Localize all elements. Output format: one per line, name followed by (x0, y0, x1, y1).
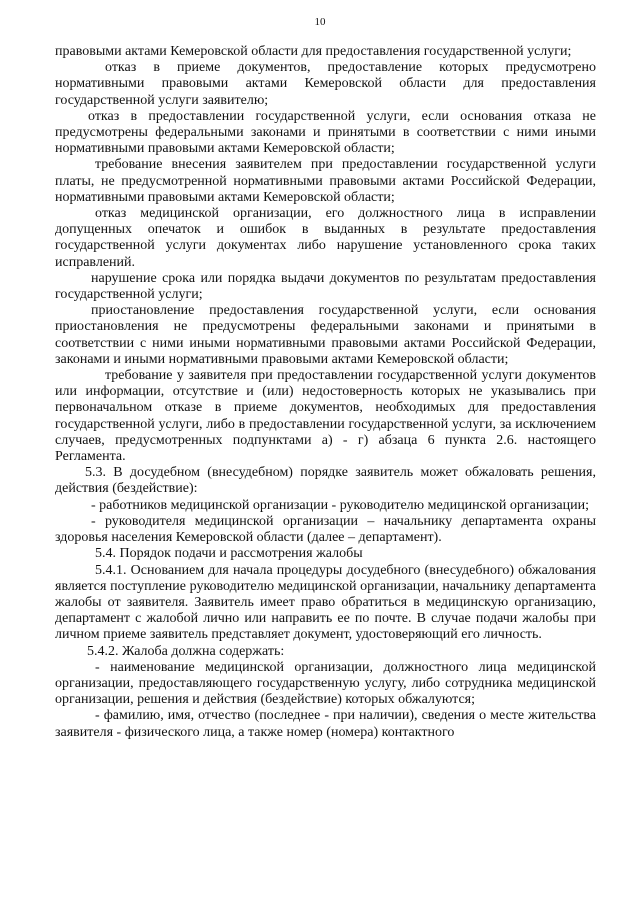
section-heading-5-4: 5.4. Порядок подачи и рассмотрения жалобы (95, 546, 363, 562)
paragraph-5-3: 5.3. В досудебном (внесудебном) порядке заявитель может обжаловать решения, действия (бездействие): (55, 465, 596, 497)
paragraph-service-refusal: отказ в предоставлении государственной услуги, если основания отказа не предусмотрены федеральными законами и принятыми в соответствии с ними иными нормативными правовыми актами Кемеровской области; (55, 108, 596, 157)
paragraph-head-appeal: - руководителя медицинской организации – начальнику департамента охраны здоровья населения Кемеровской области (далее – департамент). (55, 513, 596, 546)
paragraph-extra-documents: требование у заявителя при предоставлении государственной услуги документов или информации, отсутствие и (или) недостоверность которых не указывались при первоначальном отказе в приеме документов, необходимых для предоставления государственной услуги, либо в предоставлении государственной услуги, за исключением случаев, предусмотренных подпунктами а) - г) абзаца 6 пункта 2.6. настоящего Регламента. (55, 368, 596, 465)
paragraph-correction-refusal: отказ медицинской организации, его должностного лица в исправлении допущенных опечаток и ошибок в выданных в результате предоставления государственной услуги документах либо нарушение установленного срока таких исправлений. (55, 206, 596, 270)
page-number: 10 (314, 16, 326, 28)
paragraph-continuation: правовыми актами Кемеровской области для предоставления государственной услуги; (55, 44, 572, 59)
paragraph-complaint-applicant: - фамилию, имя, отчество (последнее - при наличии), сведения о месте жительства заявителя - физического лица, а также номер (номера) контактного (55, 708, 596, 740)
paragraph-5-4-2: 5.4.2. Жалоба должна содержать: (87, 643, 285, 659)
document-body (55, 44, 596, 741)
paragraph-issuance-violation: нарушение срока или порядка выдачи документов по результатам предоставления государственной услуги; (55, 270, 596, 303)
paragraph-fee-requirement: требование внесения заявителем при предоставлении государственной услуги платы, не предусмотренной нормативными правовыми актами Российской Федерации, нормативными правовыми актами Кемеровской области; (55, 157, 596, 205)
paragraph-5-4-1: 5.4.1. Основанием для начала процедуры досудебного (внесудебного) обжалования является поступление руководителю медицинской организации, начальнику департамента жалобы от заявителя. Заявитель имеет право обратиться в медицинскую организацию, департамент с жалобой лично или направить ее по почте. В случае подачи жалобы при личном приеме заявитель представляет документ, удостоверяющий его личность. (55, 562, 596, 643)
paragraph-document-refusal: отказ в приеме документов, предоставление которых предусмотрено нормативными правовыми актами Кемеровской области для предоставления государственной услуги заявителю; (55, 60, 596, 108)
paragraph-workers-appeal: - работников медицинской организации - руководителю медицинской организации; (91, 497, 589, 513)
paragraph-suspension: приостановление предоставления государственной услуги, если основания приостановления не предусмотрены федеральными законами и принятыми в соответствии с ними иными нормативными правовыми актами Российской Федерации, законами и иными нормативными правовыми актами Кемеровской области; (55, 303, 596, 367)
paragraph-complaint-organization: - наименование медицинской организации, должностного лица медицинской организации, предоставляющего государственную услугу, либо сотрудника медицинской организации, решения и действия (бездействие) которых обжалуются; (55, 659, 596, 708)
